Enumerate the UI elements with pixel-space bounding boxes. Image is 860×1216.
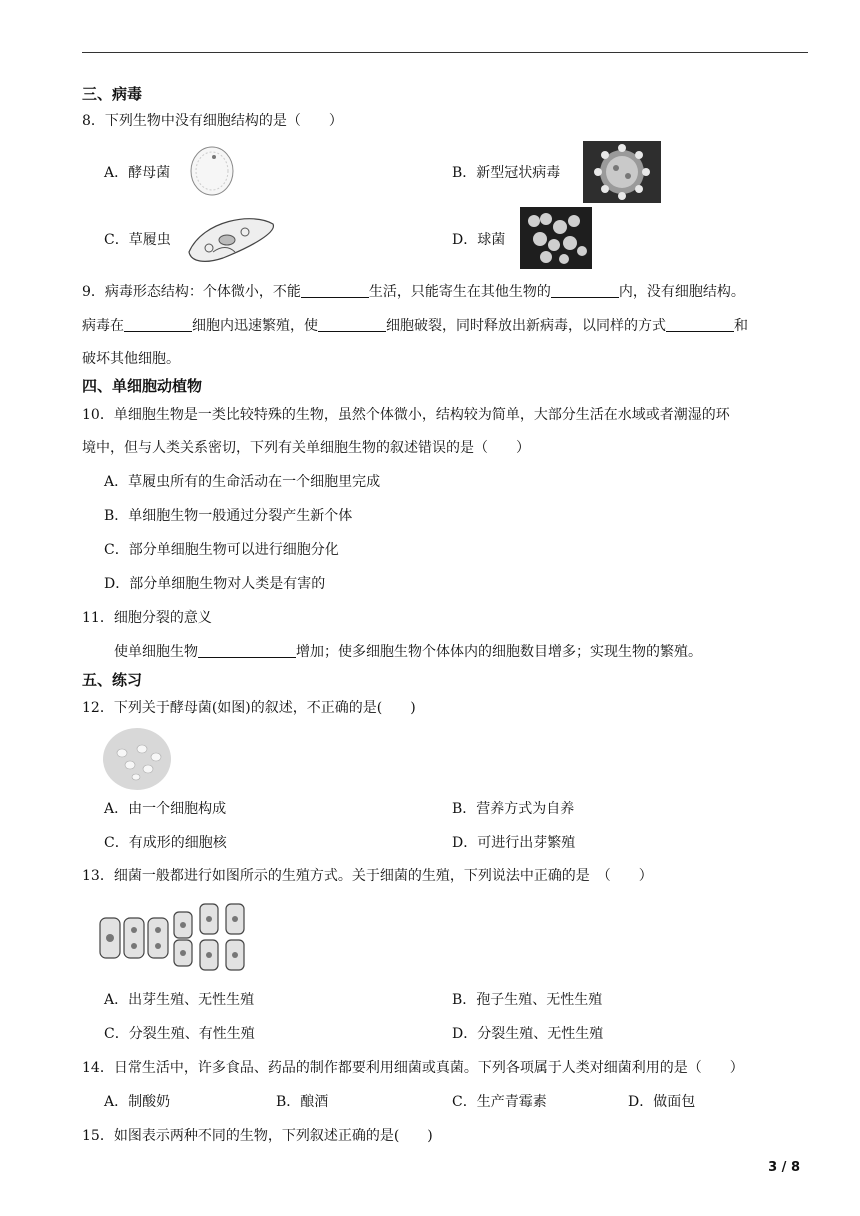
- question-10-line-2: 境中，但与人类关系密切，下列有关单细胞生物的叙述错误的是（ ）: [82, 440, 530, 456]
- question-14-stem: 14．日常生活中，许多食品、药品的制作都要利用细菌或真菌。下列各项属于人类对细菌利用的是（ ）: [82, 1060, 744, 1076]
- yeast-cell-image: [188, 145, 236, 197]
- q12-option-a: A．由一个细胞构成: [104, 801, 227, 817]
- q12-option-b: B．营养方式为自养: [452, 801, 575, 817]
- q8-option-d: D．球菌: [452, 232, 506, 248]
- question-8-stem: 8．下列生物中没有细胞结构的是（ ）: [82, 113, 343, 129]
- blank: [198, 643, 296, 658]
- q14-option-c: C．生产青霉素: [452, 1094, 547, 1110]
- q8-option-c: C．草履虫: [104, 232, 171, 248]
- q10-option-b: B．单细胞生物一般通过分裂产生新个体: [104, 508, 353, 524]
- q13-option-b: B．孢子生殖、无性生殖: [452, 992, 603, 1008]
- q13-option-c: C．分裂生殖、有性生殖: [104, 1026, 255, 1042]
- q13-option-a: A．出芽生殖、无性生殖: [104, 992, 255, 1008]
- cocci-image: [520, 207, 592, 269]
- q8-option-a: A．酵母菌: [104, 165, 171, 181]
- q10-option-c: C．部分单细胞生物可以进行细胞分化: [104, 542, 339, 558]
- blank: [551, 283, 619, 298]
- blank: [318, 317, 386, 332]
- section-heading-practice: 五、练习: [82, 671, 143, 689]
- q14-option-a: A．制酸奶: [104, 1094, 171, 1110]
- bacteria-division-image: [98, 900, 250, 976]
- yeast-colony-image: [102, 727, 172, 791]
- question-9-line-1: 9．病毒形态结构：个体微小，不能 生活，只能寄生在其他生物的 内，没有细胞结构。: [82, 284, 745, 300]
- header-rule: [82, 52, 808, 53]
- question-12-stem: 12．下列关于酵母菌(如图)的叙述，不正确的是( ): [82, 700, 416, 716]
- blank: [124, 317, 192, 332]
- q12-option-c: C．有成形的细胞核: [104, 835, 227, 851]
- q8-option-b: B．新型冠状病毒: [452, 165, 561, 181]
- q13-option-d: D．分裂生殖、无性生殖: [452, 1026, 604, 1042]
- section-heading-unicellular: 四、单细胞动植物: [82, 377, 203, 395]
- q10-option-d: D．部分单细胞生物对人类是有害的: [104, 576, 326, 592]
- question-13-stem: 13．细菌一般都进行如图所示的生殖方式。关于细菌的生殖，下列说法中正确的是 （ ）: [82, 868, 653, 884]
- paramecium-image: [183, 212, 279, 264]
- blank: [666, 317, 734, 332]
- blank: [301, 283, 369, 298]
- question-11-stem: 11．细胞分裂的意义: [82, 610, 212, 626]
- question-9-line-2: 病毒在 细胞内迅速繁殖，使 细胞破裂，同时释放出新病毒，以同样的方式 和: [82, 318, 748, 334]
- coronavirus-image: [583, 141, 661, 203]
- q10-option-a: A．草履虫所有的生命活动在一个细胞里完成: [104, 474, 381, 490]
- question-15-stem: 15．如图表示两种不同的生物，下列叙述正确的是( ): [82, 1128, 433, 1144]
- question-9-line-3: 破坏其他细胞。: [82, 351, 180, 367]
- q14-option-b: B．酿酒: [276, 1094, 329, 1110]
- q12-option-d: D．可进行出芽繁殖: [452, 835, 576, 851]
- question-11-body: 使单细胞生物 增加；使多细胞生物个体体内的细胞数目增多；实现生物的繁殖。: [114, 644, 702, 660]
- question-10-line-1: 10．单细胞生物是一类比较特殊的生物，虽然个体微小，结构较为简单，大部分生活在水域或者潮湿的环: [82, 407, 730, 423]
- section-heading-virus: 三、病毒: [82, 85, 143, 103]
- page-number: 3 / 8: [768, 1160, 800, 1175]
- q14-option-d: D．做面包: [628, 1094, 696, 1110]
